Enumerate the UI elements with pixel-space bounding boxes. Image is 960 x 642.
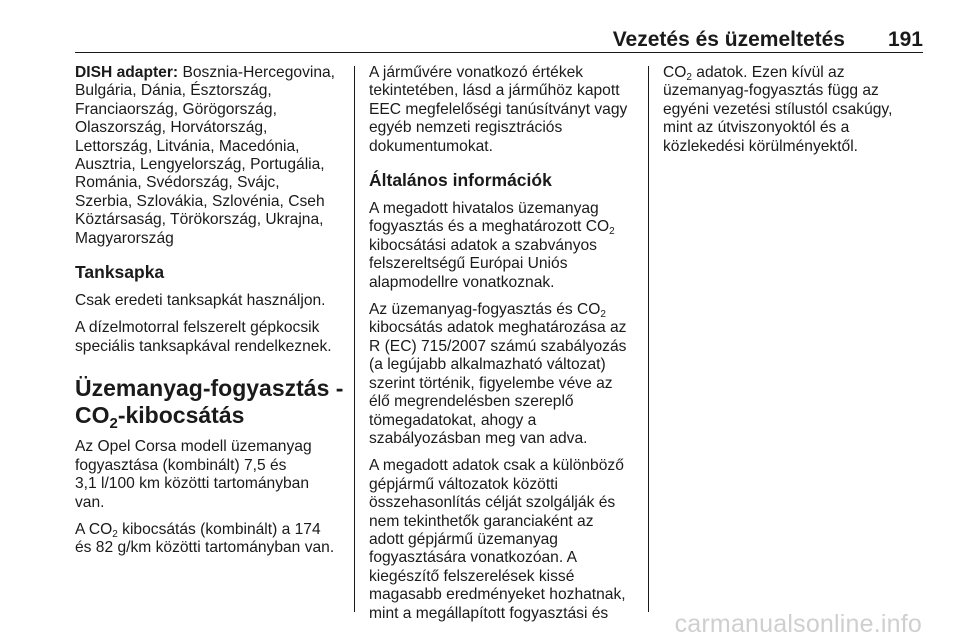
text-line: felszereltségű Európai Uniós xyxy=(369,255,568,273)
text-fragment: Az üzemanyag-fogyasztás és CO xyxy=(369,301,601,319)
text-line: szerint történik, figyelembe véve az xyxy=(369,374,613,392)
text-line: dokumentumokat. xyxy=(369,137,493,155)
general-paragraph-1 xyxy=(369,200,635,292)
text-line: egyéni vezetési stílustól csakúgy, xyxy=(663,100,893,118)
heading-subscript: 2 xyxy=(109,415,118,433)
text-fragment: adatok. Ezen kívül az xyxy=(691,64,845,81)
text-line: speciális tanksapkával rendelkeznek. xyxy=(75,337,332,355)
fuel-consumption-heading xyxy=(75,375,344,433)
text-line: és 82 g/km közötti tartományban van. xyxy=(75,539,335,557)
text-line: mint a megállapított fogyasztási és xyxy=(369,604,609,622)
text-line: egyéb nemzeti regisztrációs xyxy=(369,119,563,137)
header-divider xyxy=(75,52,923,53)
general-info-heading: Általános információk xyxy=(369,170,552,191)
text-line: A megadott adatok csak a különböző xyxy=(369,457,624,475)
text-fragment: CO xyxy=(663,64,687,81)
general-paragraph-2 xyxy=(369,301,635,448)
text-line: kibocsátási adatok a szabványos xyxy=(369,236,597,254)
text-line: Olaszország, Horvátország, xyxy=(75,119,268,137)
text-line: EEC megfelelőségi tanúsítványt vagy xyxy=(369,100,628,118)
heading-rest: -kibocsátás xyxy=(117,402,245,429)
text-line: Az Opel Corsa modell üzemanyag xyxy=(75,438,312,456)
general-paragraph-3 xyxy=(369,457,635,623)
column-1 xyxy=(75,64,344,567)
text-line: gépjármű változatok közötti xyxy=(369,475,558,493)
text-line: R (EC) 715/2007 számú szabályozás xyxy=(369,337,627,355)
text-line: Bulgária, Dánia, Észtország, xyxy=(75,82,272,100)
text-fragment: fogyasztás és a meghatározott CO xyxy=(369,218,610,236)
text-line: Bosznia-Hercegovina, xyxy=(178,64,336,81)
text-line: magasabb eredményeket hozhatnak, xyxy=(369,586,626,604)
column-divider-2 xyxy=(648,66,649,612)
text-line: Lettország, Litvánia, Macedónia, xyxy=(75,137,300,155)
text-line: nem tekinthetők garanciaként az xyxy=(369,512,594,530)
fuel-paragraph-2 xyxy=(75,521,341,558)
text-line: élő megrendelésben szereplő xyxy=(369,393,574,411)
subscript: 2 xyxy=(112,528,118,540)
page-number: 191 xyxy=(887,28,923,51)
text-line: Franciaország, Görögország, xyxy=(75,100,277,118)
tanksapka-paragraph-2 xyxy=(75,319,341,356)
section-title: Vezetés és üzemeltetés xyxy=(612,28,845,51)
text-line: Ausztria, Lengyelország, Portugália, xyxy=(75,156,325,174)
watermark: carmanualsonline.info xyxy=(674,610,922,638)
text-line: van. xyxy=(75,493,105,511)
subscript: 2 xyxy=(609,226,615,238)
text-line: szabályozásban meg van adva. xyxy=(369,429,588,447)
page-header xyxy=(75,24,923,52)
text-line: Szerbia, Szlovákia, Szlovénia, Cseh xyxy=(75,192,325,210)
dish-adapter-paragraph xyxy=(75,64,341,248)
heading-co: CO xyxy=(75,402,110,429)
text-line: tekintetében, lásd a járműhöz kapott xyxy=(369,82,620,100)
continuation-paragraph xyxy=(663,64,925,156)
text-fragment: A CO xyxy=(75,520,113,538)
text-line: A dízelmotorral felszerelt gépkocsik xyxy=(75,319,320,337)
text-line: fogyasztására vonatkozóan. A xyxy=(369,549,578,567)
tanksapka-heading: Tanksapka xyxy=(75,262,165,283)
text-line: adott gépjármű üzemanyag xyxy=(369,530,558,548)
text-line: Köztársaság, Törökország, Ukrajna, xyxy=(75,211,324,229)
text-line: fogyasztása (kombinált) 7,5 és xyxy=(75,456,287,474)
text-fragment: kibocsátás (kombinált) a 174 xyxy=(117,520,321,538)
subscript: 2 xyxy=(686,72,692,83)
subscript: 2 xyxy=(600,309,606,321)
text-line: A járművére vonatkozó értékek xyxy=(369,64,584,81)
text-line: kibocsátás adatok meghatározása az xyxy=(369,319,627,337)
column-3 xyxy=(663,64,925,165)
text-line: A megadott hivatalos üzemanyag xyxy=(369,200,599,218)
text-line: Csak eredeti tanksapkát használjon. xyxy=(75,292,326,310)
column-divider-1 xyxy=(354,66,355,612)
text-line: 3,1 l/100 km közötti tartományban xyxy=(75,475,310,493)
heading-line: Üzemanyag-fogyasztás - xyxy=(75,375,344,402)
text-line: Románia, Svédország, Svájc, xyxy=(75,174,280,192)
tanksapka-paragraph-1 xyxy=(75,292,341,310)
fuel-paragraph-1 xyxy=(75,438,341,512)
text-line: Magyarország xyxy=(75,229,174,247)
column-2 xyxy=(369,64,635,632)
text-line: összehasonlítás célját szolgálják és xyxy=(369,494,616,512)
text-line: (a legújabb alkalmazható változat) xyxy=(369,356,606,374)
registration-paragraph xyxy=(369,64,635,156)
text-line: kiegészítő felszerelések kissé xyxy=(369,567,575,585)
dish-adapter-label: DISH adapter: xyxy=(75,64,179,81)
text-line: közlekedési körülményektől. xyxy=(663,137,859,155)
text-line: mint az útviszonyoktól és a xyxy=(663,119,850,137)
text-line: alapmodellre vonatkoznak. xyxy=(369,273,555,291)
text-line: üzemanyag-fogyasztás függ az xyxy=(663,82,879,100)
text-line: tömegadatokat, ahogy a xyxy=(369,411,537,429)
